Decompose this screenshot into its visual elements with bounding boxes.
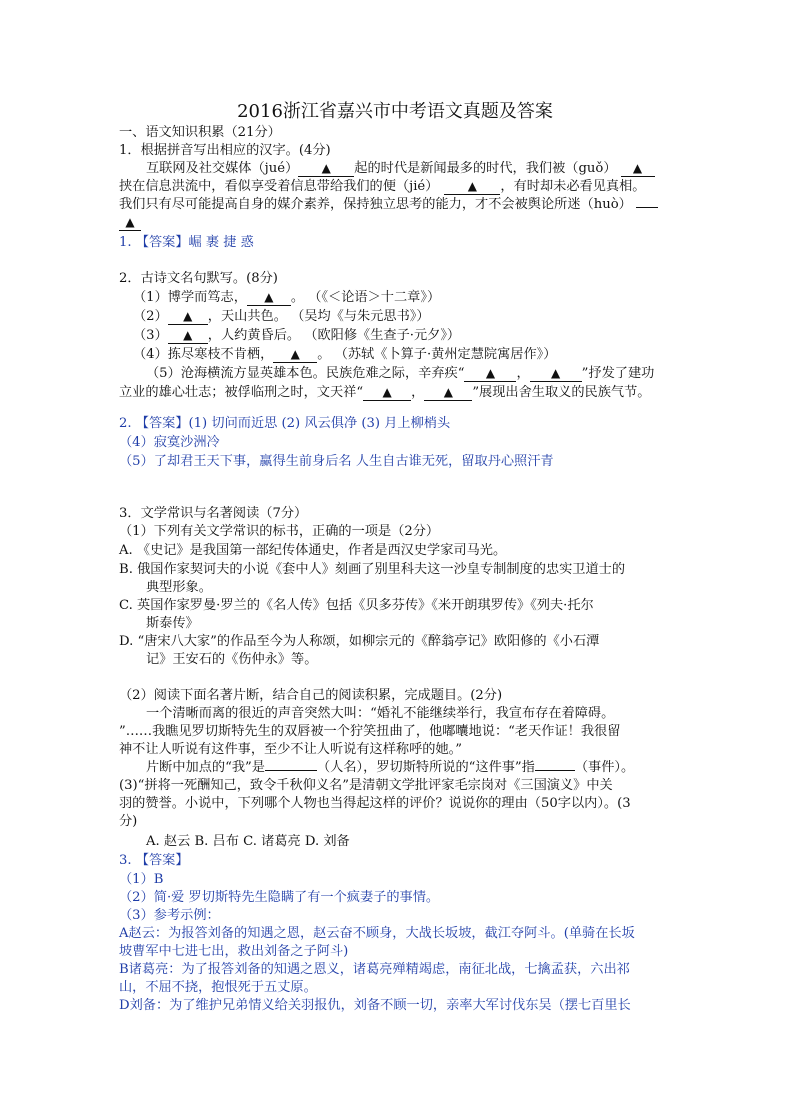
q3-answer-3: （3）参考示例：: [119, 908, 220, 923]
triangle-icon: ▲: [382, 385, 392, 399]
q1-line-3: [119, 196, 658, 214]
q1-heading: 1．根据拼音写出相应的汉字。(4分): [119, 143, 331, 158]
q1-text: 互联网及社交媒体（jué）: [146, 161, 299, 176]
q2-text: ，: [411, 385, 425, 400]
q3-text: （人名），罗切斯特所说的“这件事”指: [316, 760, 535, 775]
q3-fill-line: [146, 759, 634, 777]
triangle-icon: ▲: [264, 290, 274, 304]
q2-text: ”抒发了建功: [581, 366, 655, 381]
q3-answer-b-cont: 山，不屈不挠，抱恨死于五丈原。: [119, 980, 317, 995]
answer-blank: [168, 309, 208, 325]
q2-item-3: [133, 327, 460, 345]
q3-sub-3-cont: 分): [119, 814, 138, 829]
q3-option-b-cont: 典型形象。: [146, 580, 212, 595]
answer-blank: [636, 207, 658, 208]
passage-line: 一个清晰而离的很近的声音突然大叫：“婚礼不能继续举行，我宣布存在着障碍。: [146, 706, 615, 721]
q1-text: 挟在信息洪流中，看似享受着信息带给我们的便（jié）: [119, 179, 439, 194]
triangle-icon: ▲: [183, 309, 193, 323]
q2-text: 。 （苏轼《卜算子·黄州定慧院寓居作》）: [317, 347, 557, 362]
answer-blank: [265, 770, 317, 771]
q3-answer-heading: 3. 【答案】: [119, 853, 189, 868]
triangle-icon: ▲: [467, 179, 478, 193]
q3-text: （事件）。: [574, 760, 635, 775]
answer-blank: [464, 366, 516, 382]
q3-option-b: B. 俄国作家契诃夫的小说《套中人》刻画了别里科夫这一沙皇专制制度的忠实卫道士的: [119, 562, 626, 577]
answer-blank: [424, 385, 472, 401]
q3-answer-1: （1）B: [119, 872, 164, 887]
q2-answer-line-2: （4）寂寞沙洲冷: [119, 435, 220, 450]
triangle-icon: ▲: [443, 385, 453, 399]
q3-option-c: C. 英国作家罗曼·罗兰的《名人传》包括《贝多芬传》《米开朗琪罗传》《列夫·托尔: [119, 598, 594, 613]
q3-answer-b: B诸葛亮：为了报答刘备的知遇之恩义，诸葛亮殚精竭虑，南征北战，七擒孟获，六出祁: [119, 962, 630, 977]
answer-number: 1.: [119, 235, 132, 250]
q3-sub-1: （1）下列有关文学常识的标书，正确的一项是（2分）: [119, 524, 440, 539]
answer-blank: [535, 770, 575, 771]
q3-answer-2: （2）简·爱 罗切斯特先生隐瞒了有一个疯妻子的事情。: [119, 890, 440, 905]
q2-item-4: [133, 346, 556, 364]
q2-text: （4）拣尽寒枝不肯栖，: [133, 347, 274, 362]
q3-option-a: A. 《史记》是我国第一部纪传体通史，作者是西汉史学家司马光。: [119, 543, 507, 558]
q3-option-d-cont: 记》王安石的《伤仲永》等。: [146, 652, 318, 667]
q2-text: ，人约黄昏后。 （欧阳修《生查子·元夕》）: [207, 328, 461, 343]
q3-answer-d: D刘备：为了维护兄弟情义给关羽报仇，刘备不顾一切，亲率大军讨伐东吴（摆七百里长: [119, 998, 631, 1013]
q3-heading: 3．文学常识与名著阅读（7分）: [119, 506, 308, 521]
q2-text: ，天山共色。 （吴均《与朱元思书》）: [207, 309, 430, 324]
q1-text: ，有时却未必看见真相。: [500, 179, 646, 194]
triangle-icon: ▲: [551, 366, 561, 380]
answer-blank: [444, 179, 500, 195]
answer-blank: [298, 161, 354, 177]
answer-text: 【答案】崛 裹 捷 惑: [135, 235, 254, 250]
triangle-icon: ▲: [125, 215, 135, 229]
triangle-icon: ▲: [290, 347, 300, 361]
q1-line-4: [119, 214, 141, 232]
q2-answer-line-3: （5）了却君王天下事，赢得生前身后名 人生自古谁无死，留取丹心照汗青: [119, 454, 554, 469]
q1-line-1: [146, 160, 655, 178]
section-heading: 一、语文知识积累（21分）: [119, 125, 281, 140]
q2-item-5-cont: [119, 384, 651, 402]
triangle-icon: ▲: [632, 161, 643, 175]
answer-blank: [168, 328, 208, 344]
q3-sub-2: （2）阅读下面名著片断，结合自己的阅读积累，完成题目。(2分): [119, 688, 503, 703]
q3-sub-3-cont: 羽的赞誉。小说中，下列哪个人物也当得起这样的评价？说说你的理由（50字以内）。(3: [119, 796, 631, 811]
q2-text: （5）沧海横流方显英雄本色。民族危难之际，辛弃疾“: [146, 366, 465, 381]
answer-blank: [363, 385, 411, 401]
answer-blank: [621, 161, 655, 177]
q2-text: （3）: [133, 328, 168, 343]
triangle-icon: ▲: [321, 161, 331, 175]
triangle-icon: ▲: [485, 366, 496, 380]
q1-text: 起的时代是新闻最多的时代，我们被（guǒ）: [354, 161, 617, 176]
answer-blank: [119, 215, 141, 231]
q2-item-5: [146, 365, 654, 383]
q3-option-c-cont: 斯泰传》: [146, 616, 199, 631]
answer-blank: [247, 290, 291, 306]
q1-answer: [119, 234, 254, 252]
passage-line: ”……我瞧见罗切斯特先生的双唇被一个狞笑扭曲了，他嘟囔地说：“老天作证！我很留: [119, 724, 621, 739]
q2-text: （2）: [133, 309, 168, 324]
q3-text: 片断中加点的“我”是: [146, 760, 265, 775]
answer-blank: [273, 347, 317, 363]
q2-text: 。 （《＜论语＞十二章》）: [290, 290, 441, 305]
answer-blank: [530, 366, 582, 382]
q2-text: ，: [516, 366, 530, 381]
q1-text: 我们只有尽可能提高自身的媒介素养，保持独立思考的能力，才不会被舆论所迷（huò）: [119, 197, 632, 212]
triangle-icon: ▲: [183, 328, 193, 342]
q3-choices: A. 赵云 B. 吕布 C. 诸葛亮 D. 刘备: [146, 834, 350, 849]
q2-text: （1）博学而笃志，: [133, 290, 247, 305]
q2-heading: 2．古诗文名句默写。(8分): [119, 271, 278, 286]
q2-text: 立业的雄心壮志；被俘临刑之时，文天祥“: [119, 385, 364, 400]
q2-item-2: [133, 308, 430, 326]
q2-answer-line-1: 2. 【答案】(1) 切问而近思 (2) 风云俱净 (3) 月上柳梢头: [119, 416, 451, 431]
page-title: 2016浙江省嘉兴市中考语文真题及答案: [237, 101, 553, 122]
passage-line: 神不让人听说有这件事，至少不让人听说有这样称呼的她。”: [119, 742, 463, 757]
q3-answer-a-cont: 坡曹军中七进七出，救出刘备之子阿斗): [119, 944, 349, 959]
q3-answer-a: A赵云：为报答刘备的知遇之恩，赵云奋不顾身，大战长坂坡，截江夺阿斗。(单骑在长坂: [119, 926, 635, 941]
q1-line-2: [119, 178, 645, 196]
q2-item-1: [133, 289, 440, 307]
q3-sub-3: (3)“拼将一死酬知己，致令千秋仰义名”是清朝文学批评家毛宗岗对《三国演义》中关: [119, 778, 613, 793]
q2-text: ”展现出舍生取义的民族气节。: [472, 385, 651, 400]
q3-option-d: D. “唐宋八大家”的作品至今为人称颂，如柳宗元的《醉翁亭记》欧阳修的《小石潭: [119, 634, 600, 649]
